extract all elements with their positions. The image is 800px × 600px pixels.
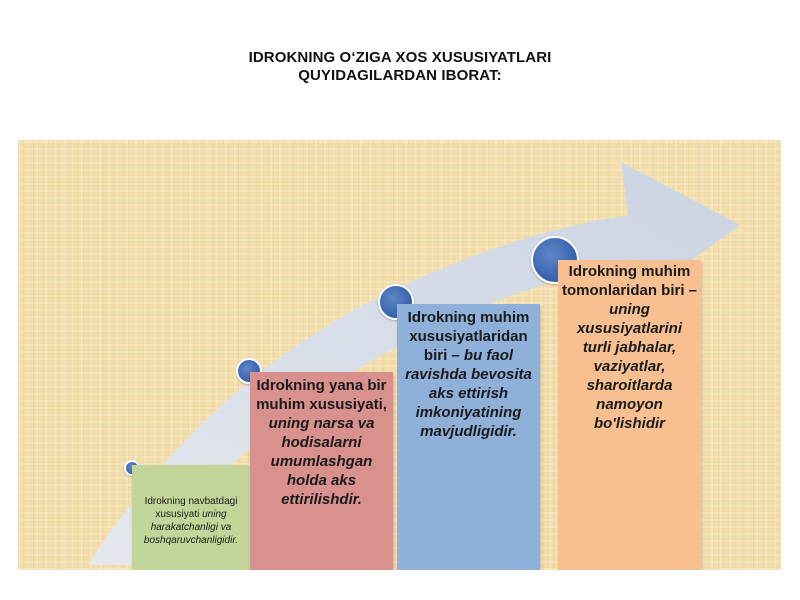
step-2-text: [256, 376, 387, 509]
step-4-lead: Idrokning muhim tomonlaridan biri –: [562, 263, 698, 299]
step-1-lead: Idrokning navbatdagi xususiyati: [144, 495, 238, 520]
step-4-emphasis: uning xususiyatlarini turli jabhalar, vaziyatlar, sharoitlarda namoyon bo'lishidir: [576, 301, 683, 432]
step-2-emphasis: uning narsa va hodisalarni umumlashgan holda aks ettirilishdir.: [268, 415, 375, 508]
step-3-lead: Idrokning muhim xususiyatlaridan biri –: [407, 309, 530, 364]
step-4-text: [562, 262, 697, 433]
step-2-box: [250, 372, 393, 570]
step-3-emphasis: bu faol ravishda bevosita aks ettirish imkoniyatining mavjudligidir.: [405, 347, 532, 440]
step-1-text: [135, 495, 247, 547]
step-2-lead: Idrokning yana bir muhim xususiyati,: [256, 377, 387, 413]
step-3-box: [397, 304, 540, 570]
step-4-box: [558, 260, 701, 570]
step-1-emphasis: uning harakatchanligi va boshqaruvchanligidir.: [143, 508, 239, 546]
diagram-panel: [18, 140, 781, 570]
step-3-text: [401, 308, 536, 441]
title-line-2: QUYIDAGILARDAN IBORAT:: [298, 67, 502, 84]
title-line-1: IDROKNING O‘ZIGA XOS XUSUSIYATLARI: [248, 49, 552, 66]
step-1-box: [132, 465, 250, 570]
slide-title: [0, 49, 800, 85]
